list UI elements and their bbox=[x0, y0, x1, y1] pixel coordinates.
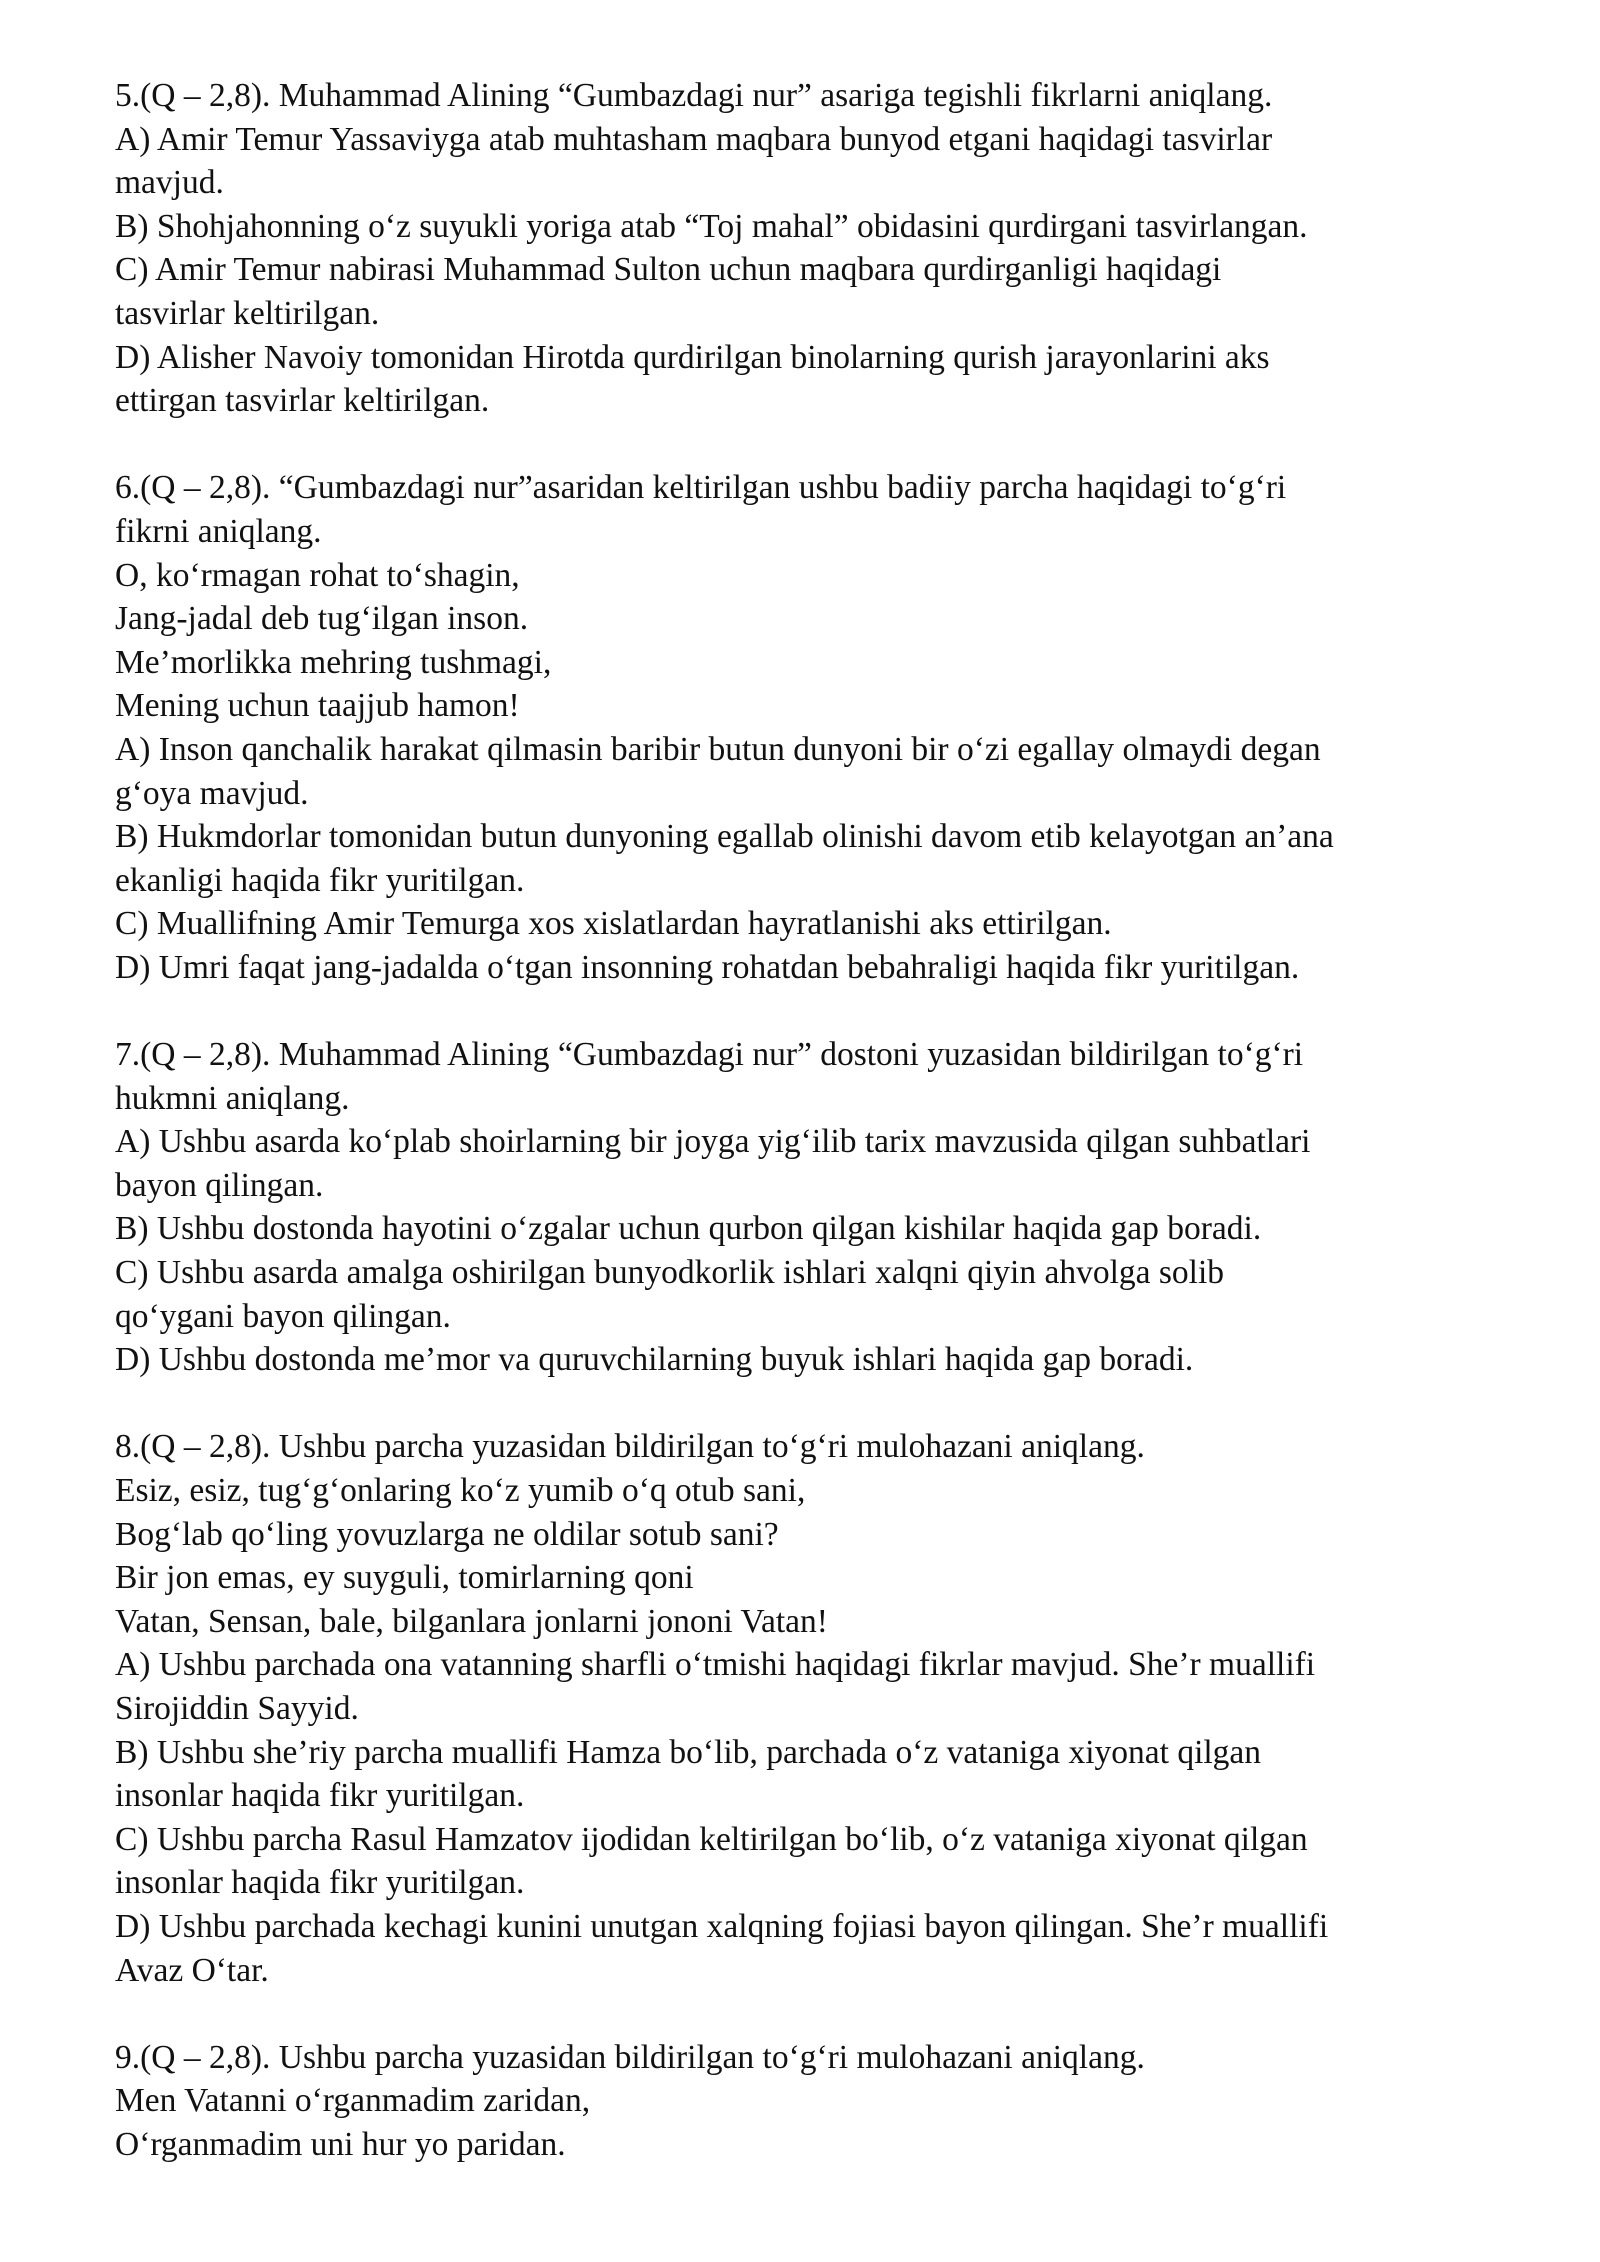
question-5-line: D) Alisher Navoiy tomonidan Hirotda qurdirilgan binolarning qurish jarayonlarini aks bbox=[115, 338, 1270, 376]
question-7-line: 7.(Q – 2,8). Muhammad Alining “Gumbazdagi nur” dostoni yuzasidan bildirilgan to‘g‘ri bbox=[115, 1036, 1304, 1074]
question-9-line: O‘rganmadim uni hur yo paridan. bbox=[115, 2125, 566, 2163]
document-page bbox=[115, 74, 1535, 2210]
question-5-line: B) Shohjahonning o‘z suyukli yoriga atab “Toj mahal” obidasini qurdirgani tasvirlangan. bbox=[115, 207, 1308, 245]
question-8-line: insonlar haqida fikr yuritilgan. bbox=[115, 1864, 525, 1902]
question-5-line: tasvirlar keltirilgan. bbox=[115, 294, 380, 332]
question-6-line: Jang-jadal deb tug‘ilgan inson. bbox=[115, 600, 529, 638]
question-8-line: Esiz, esiz, tug‘g‘onlaring ko‘z yumib o‘q otub sani, bbox=[115, 1472, 806, 1509]
question-6-line: B) Hukmdorlar tomonidan butun dunyoning egallab olinishi davom etib kelayotgan an’ana bbox=[115, 818, 1334, 856]
question-5-line: ettirgan tasvirlar keltirilgan. bbox=[115, 382, 490, 420]
question-8-line: Sirojiddin Sayyid. bbox=[115, 1689, 359, 1727]
question-5-line: C) Amir Temur nabirasi Muhammad Sulton uchun maqbara qurdirganligi haqidagi bbox=[115, 251, 1222, 289]
question-7-line: A) Ushbu asarda ko‘plab shoirlarning bir joyga yig‘ilib tarix mavzusida qilgan suhbatlari bbox=[115, 1123, 1311, 1161]
question-6-line: A) Inson qanchalik harakat qilmasin baribir butun dunyoni bir o‘zi egallay olmaydi degan bbox=[115, 730, 1321, 768]
question-8-line: Vatan, Sensan, bale, bilganlara jonlarni jononi Vatan! bbox=[115, 1602, 828, 1640]
question-7-line: C) Ushbu asarda amalga oshirilgan bunyodkorlik ishlari xalqni qiyin ahvolga solib bbox=[115, 1254, 1225, 1292]
question-7 bbox=[115, 1033, 1535, 1382]
question-5-line: 5.(Q – 2,8). Muhammad Alining “Gumbazdagi nur” asariga tegishli fikrlarni aniqlang. bbox=[115, 77, 1273, 114]
question-9-line: 9.(Q – 2,8). Ushbu parcha yuzasidan bildirilgan to‘g‘ri mulohazani aniqlang. bbox=[115, 2038, 1145, 2076]
question-6 bbox=[115, 466, 1535, 989]
question-5-line: A) Amir Temur Yassaviyga atab muhtasham maqbara bunyod etgani haqidagi tasvirlar bbox=[115, 120, 1273, 158]
question-8-line: A) Ushbu parchada ona vatanning sharfli o‘tmishi haqidagi fikrlar mavjud. She’r muallifi bbox=[115, 1646, 1316, 1684]
question-9 bbox=[115, 2036, 1535, 2167]
question-7-line: hukmni aniqlang. bbox=[115, 1079, 350, 1117]
question-8-line: Bog‘lab qo‘ling yovuzlarga ne oldilar sotub sani? bbox=[115, 1515, 779, 1553]
question-6-line: ekanligi haqida fikr yuritilgan. bbox=[115, 861, 525, 899]
question-7-line: bayon qilingan. bbox=[115, 1166, 324, 1204]
question-6-line: C) Muallifning Amir Temurga xos xislatlardan hayratlanishi aks ettirilgan. bbox=[115, 905, 1112, 943]
question-5 bbox=[115, 74, 1535, 423]
question-7-line: B) Ushbu dostonda hayotini o‘zgalar uchun qurbon qilgan kishilar haqida gap boradi. bbox=[115, 1210, 1262, 1248]
question-5-line: mavjud. bbox=[115, 164, 224, 202]
question-7-line: D) Ushbu dostonda me’mor va quruvchilarning buyuk ishlari haqida gap boradi. bbox=[115, 1341, 1194, 1379]
question-8-line: B) Ushbu she’riy parcha muallifi Hamza bo‘lib, parchada o‘z vataniga xiyonat qilgan bbox=[115, 1733, 1262, 1771]
question-6-line: 6.(Q – 2,8). “Gumbazdagi nur”asaridan keltirilgan ushbu badiiy parcha haqidagi to‘g‘ri bbox=[115, 469, 1287, 507]
question-8-line: C) Ushbu parcha Rasul Hamzatov ijodidan keltirilgan bo‘lib, o‘z vataniga xiyonat qilgan bbox=[115, 1820, 1308, 1858]
question-8-line: Bir jon emas, ey suyguli, tomirlarning qoni bbox=[115, 1559, 694, 1597]
question-8-line: 8.(Q – 2,8). Ushbu parcha yuzasidan bildirilgan to‘g‘ri mulohazani aniqlang. bbox=[115, 1428, 1145, 1466]
question-6-line: g‘oya mavjud. bbox=[115, 774, 309, 812]
question-8-line: D) Ushbu parchada kechagi kunini unutgan xalqning fojiasi bayon qilingan. She’r muallifi bbox=[115, 1907, 1329, 1945]
question-8-line: Avaz O‘tar. bbox=[115, 1951, 269, 1989]
question-6-line: Me’morlikka mehring tushmagi, bbox=[115, 643, 552, 681]
question-9-line: Men Vatanni o‘rganmadim zaridan, bbox=[115, 2082, 591, 2120]
question-6-line: O, ko‘rmagan rohat to‘shagin, bbox=[115, 556, 520, 594]
question-6-line: fikrni aniqlang. bbox=[115, 512, 322, 550]
question-6-line: Mening uchun taajjub hamon! bbox=[115, 687, 520, 725]
question-7-line: qo‘ygani bayon qilingan. bbox=[115, 1297, 451, 1335]
question-6-line: D) Umri faqat jang-jadalda o‘tgan insonning rohatdan bebahraligi haqida fikr yuritilgan. bbox=[115, 948, 1300, 986]
question-8-line: insonlar haqida fikr yuritilgan. bbox=[115, 1777, 525, 1815]
question-8 bbox=[115, 1425, 1535, 1992]
